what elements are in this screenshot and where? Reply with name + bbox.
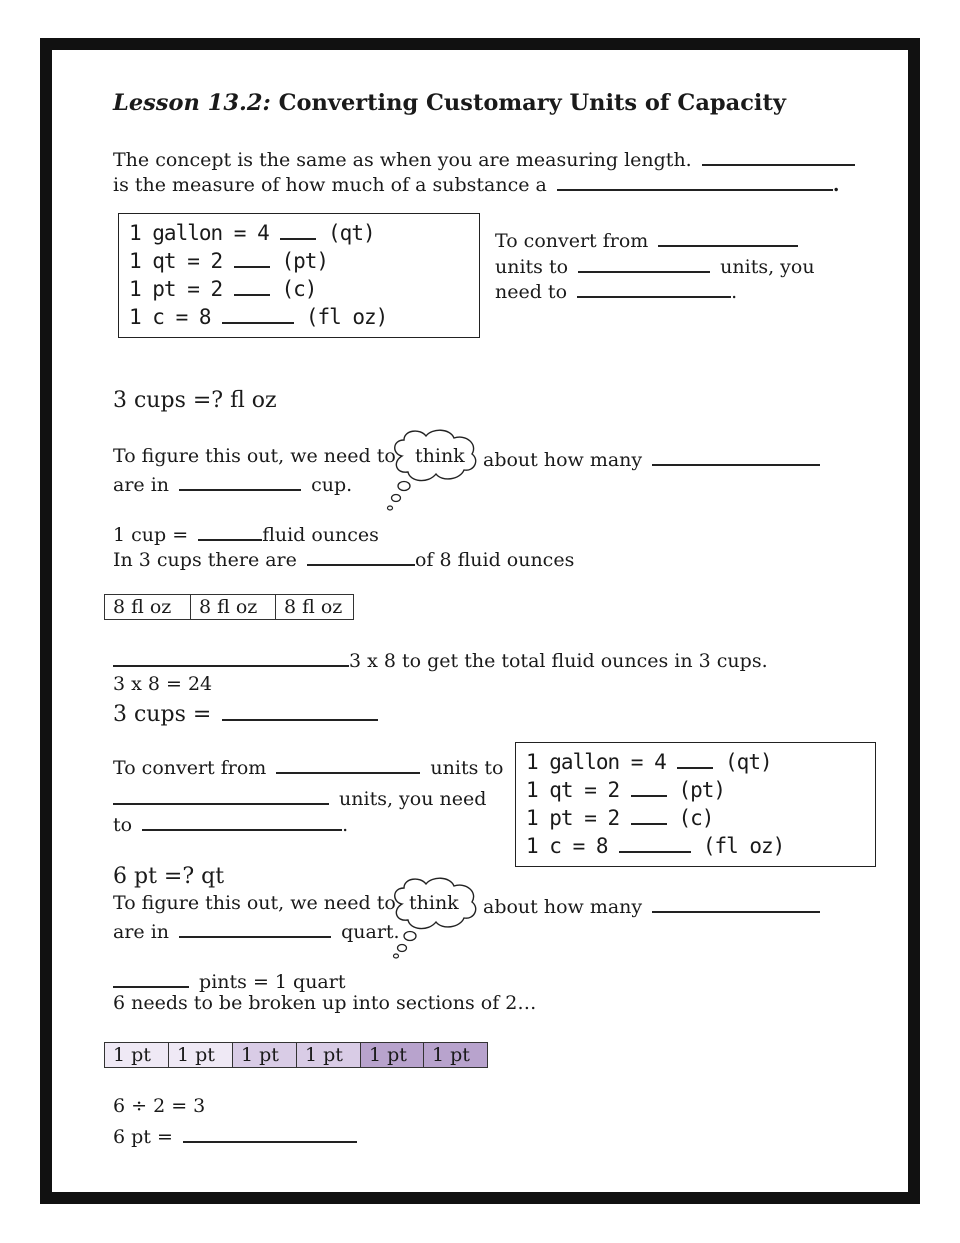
conversion-unit: (c) <box>281 277 317 301</box>
cup-eq-unit: fluid ounces <box>262 524 379 546</box>
pint-cell: 1 pt <box>233 1043 297 1067</box>
blank-field[interactable] <box>557 169 833 191</box>
figure-line <box>483 891 820 920</box>
rule-text: units to <box>495 256 569 278</box>
intro-period: . <box>832 174 840 196</box>
rule-text: need to <box>495 281 568 303</box>
pints-text: pints = 1 quart <box>199 971 346 993</box>
blank-field[interactable] <box>631 803 667 825</box>
conversion-row <box>129 302 387 331</box>
blank-field[interactable] <box>179 469 301 491</box>
conversion-row <box>526 803 713 832</box>
figure-line <box>113 891 396 916</box>
blank-field[interactable] <box>307 544 415 566</box>
problem-heading: 3 cups =? fl oz <box>113 388 277 413</box>
conversion-row <box>129 246 328 275</box>
are-in-line <box>113 916 400 945</box>
pint-cells <box>104 1042 488 1068</box>
blank-field[interactable] <box>179 916 331 938</box>
pint-cell: 1 pt <box>361 1043 424 1067</box>
rule-text: units to <box>430 757 504 779</box>
intro-line-2 <box>113 169 840 198</box>
cup-eq-text: 1 cup = <box>113 524 189 546</box>
conversion-unit: (pt) <box>678 778 726 802</box>
conversion-unit: (c) <box>678 806 714 830</box>
blank-field[interactable] <box>280 218 316 240</box>
in3-text-end: of 8 fluid ounces <box>414 549 575 571</box>
division-equation: 6 ÷ 2 = 3 <box>113 1095 206 1117</box>
think-word: think <box>409 892 459 914</box>
fluid-ounce-cell: 8 fl oz <box>284 596 343 618</box>
blank-field[interactable] <box>113 966 189 988</box>
rule-text: to <box>113 814 133 836</box>
sections-line: 6 needs to be broken up into sections of 2… <box>113 992 537 1014</box>
lesson-topic: Converting Customary Units of Capacity <box>278 90 786 116</box>
fluid-ounce-cells <box>104 594 354 620</box>
figure-text: about how many <box>483 896 643 918</box>
conversion-unit: (qt) <box>725 750 772 774</box>
conversion-unit: (qt) <box>328 221 375 245</box>
conversion-row <box>129 218 375 247</box>
intro-text-2: is the measure of how much of a substance a <box>113 174 547 196</box>
conversion-table-box <box>118 213 480 338</box>
in-three-cups-line <box>113 544 574 573</box>
blank-field[interactable] <box>198 519 262 541</box>
multiply-line <box>113 645 768 674</box>
page-title <box>113 90 786 116</box>
convert-rule-line <box>495 276 737 305</box>
convert-rule-line <box>113 809 348 838</box>
rule-text: units, you <box>720 256 815 278</box>
blank-field[interactable] <box>658 225 798 247</box>
figure-line <box>483 444 820 473</box>
are-in-line <box>113 469 352 498</box>
quart-text: quart. <box>341 921 400 943</box>
conversion-unit: (fl oz) <box>305 305 388 329</box>
conversion-prefix: 1 qt = 2 <box>526 778 620 802</box>
conversion-prefix: 1 c = 8 <box>526 834 608 858</box>
blank-field[interactable] <box>677 747 713 769</box>
conversion-unit: (fl oz) <box>702 834 785 858</box>
blank-field[interactable] <box>183 1121 357 1143</box>
conversion-row <box>526 775 725 804</box>
conversion-prefix: 1 gallon = 4 <box>129 221 269 245</box>
conversion-row <box>129 274 316 303</box>
in3-text: In 3 cups there are <box>113 549 297 571</box>
conversion-prefix: 1 qt = 2 <box>129 249 223 273</box>
blank-field[interactable] <box>113 783 329 805</box>
blank-field[interactable] <box>276 752 420 774</box>
convert-rule-line <box>113 783 486 812</box>
conversion-row <box>526 747 772 776</box>
result-line <box>113 697 378 727</box>
blank-field[interactable] <box>577 276 731 298</box>
blank-field[interactable] <box>222 302 294 324</box>
result-text: 3 cups = <box>113 702 212 727</box>
result-line <box>113 1121 357 1150</box>
multiply-text: 3 x 8 to get the total fluid ounces in 3 cups. <box>349 650 768 672</box>
figure-line <box>113 444 396 469</box>
blank-field[interactable] <box>234 274 270 296</box>
rule-text: To convert from <box>113 757 267 779</box>
figure-text: about how many <box>483 449 643 471</box>
result-text: 6 pt = <box>113 1126 173 1148</box>
blank-field[interactable] <box>142 809 342 831</box>
cup-text: cup. <box>311 474 353 496</box>
conversion-prefix: 1 pt = 2 <box>526 806 620 830</box>
pint-cell: 1 pt <box>297 1043 361 1067</box>
conversion-prefix: 1 gallon = 4 <box>526 750 666 774</box>
conversion-prefix: 1 pt = 2 <box>129 277 223 301</box>
blank-field[interactable] <box>619 831 691 853</box>
pint-cell: 1 pt <box>105 1043 169 1067</box>
blank-field[interactable] <box>652 444 820 466</box>
blank-field[interactable] <box>113 645 349 667</box>
convert-rule-line <box>495 225 798 254</box>
figure-text: To figure this out, we need to <box>113 445 396 467</box>
think-word: think <box>415 445 465 467</box>
blank-field[interactable] <box>578 251 710 273</box>
figure-text: To figure this out, we need to <box>113 892 396 914</box>
conversion-table-box <box>515 742 876 867</box>
blank-field[interactable] <box>234 246 270 268</box>
pint-cell: 1 pt <box>424 1043 487 1067</box>
blank-field[interactable] <box>652 891 820 913</box>
fluid-ounce-cell: 8 fl oz <box>191 595 276 619</box>
are-in-text: are in <box>113 921 170 943</box>
lesson-number: Lesson 13.2: <box>113 90 271 116</box>
rule-text: To convert from <box>495 230 649 252</box>
rule-period: . <box>342 814 349 836</box>
are-in-text: are in <box>113 474 170 496</box>
rule-text: units, you need <box>339 788 487 810</box>
conversion-prefix: 1 c = 8 <box>129 305 211 329</box>
blank-field[interactable] <box>222 697 378 721</box>
conversion-row <box>526 831 784 860</box>
pint-cell: 1 pt <box>169 1043 233 1067</box>
conversion-unit: (pt) <box>281 249 329 273</box>
rule-period: . <box>731 281 738 303</box>
blank-field[interactable] <box>631 775 667 797</box>
problem-heading: 6 pt =? qt <box>113 864 225 889</box>
equation: 3 x 8 = 24 <box>113 673 213 695</box>
blank-field[interactable] <box>702 144 855 166</box>
thought-bubble-icon <box>380 426 490 514</box>
intro-text-1: The concept is the same as when you are measuring length. <box>113 149 692 171</box>
convert-rule-line <box>113 752 503 781</box>
fluid-ounce-cell: 8 fl oz <box>105 595 191 619</box>
